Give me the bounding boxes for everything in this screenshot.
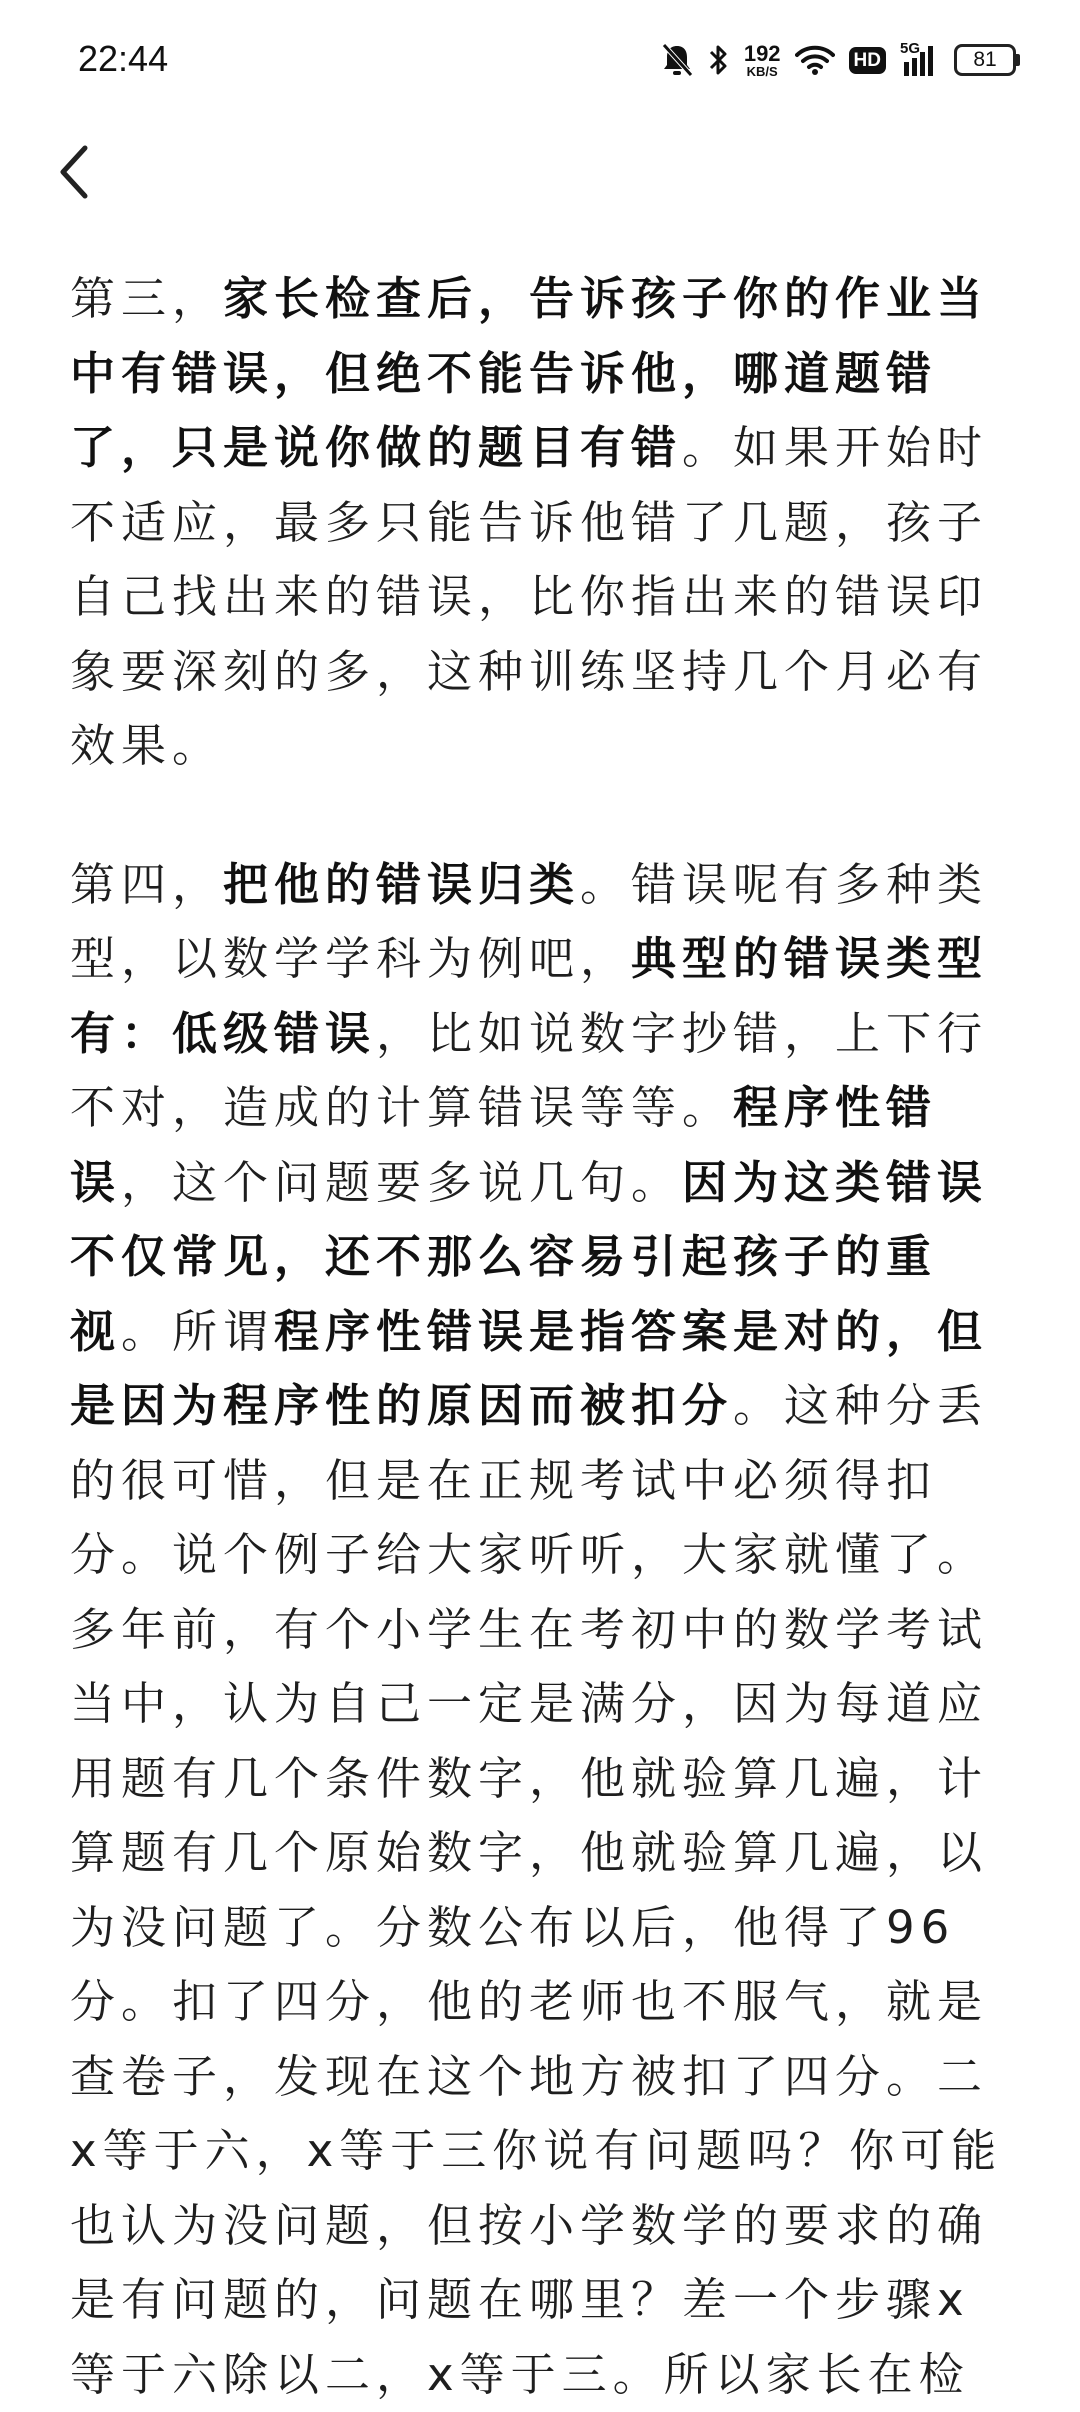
body-text: 第四， <box>70 857 224 911</box>
status-icons <box>660 36 1020 84</box>
network-type-label: 5G <box>900 40 921 57</box>
body-text: 第三， <box>70 272 224 325</box>
emphasized-text: 家长检查后，告诉孩子你的作业当中有错误，但绝不能告诉他，哪道题错了，只是说你做的题目有错 <box>70 272 989 474</box>
hd-badge: HD <box>849 47 886 74</box>
body-text: 。这种分丢的很可惜，但是在正规考试中必须得扣分。说个例子给大家听听，大家就懂了。多年前，有个小学生在考初中的数学考试当中，认为自己一定是满分，因为每道应用题有几个条件数字，他就验算几遍，计算题有几个原始数字，他就验算几遍，以为没问题了。分数公布以后，他得了96分。扣了四分，他的老师也不服气，就是查卷子，发现在这个地方被扣了四分。二x等于六，x等于三你说有问题吗？你可能也认为没问题，但按小学数学的要求的确是有问题的，问题在哪里？差一个步骤x等于六除以二，x等于三。所以家长在检 <box>70 1379 1003 2401</box>
chevron-left-icon <box>57 144 91 200</box>
status-time: 22:44 <box>78 38 169 79</box>
speed-value: 192 <box>743 40 781 66</box>
wifi-icon <box>795 44 835 76</box>
speed-unit: KB/S <box>746 63 778 79</box>
paragraph-4 <box>70 848 1015 2412</box>
paragraph-3 <box>70 262 1015 784</box>
emphasized-text: 典型的错误类型有：低级错误 <box>70 932 989 1060</box>
emphasized-text: 因为这类错误不仅常见，还不那么容易引起孩子的重视 <box>70 1155 989 1358</box>
emphasized-text: 程序性错误是指答案是对的，但是因为程序性的原因而被扣分 <box>70 1304 989 1432</box>
back-button[interactable] <box>44 138 104 206</box>
status-bar <box>0 0 1080 120</box>
emphasized-text: 把他的错误归类 <box>223 857 581 911</box>
emphasized-text: 程序性错误 <box>70 1081 938 1209</box>
mute-bell-icon <box>660 42 694 78</box>
article-body <box>70 262 1015 2412</box>
signal-icon <box>900 42 940 78</box>
body-text: ，这个问题要多说几句。 <box>121 1155 683 1209</box>
battery-tip <box>1016 54 1020 66</box>
battery-level: 81 <box>954 44 1016 76</box>
battery-icon <box>954 44 1020 76</box>
bluetooth-icon <box>708 42 730 78</box>
network-speed <box>743 40 781 79</box>
body-text: 。错误呢有多种类型，以数学学科为例吧， <box>70 857 989 985</box>
body-text: 。如果开始时不适应，最多只能告诉他错了几题，孩子自己找出来的错误，比你指出来的错误印象要深刻的多，这种训练坚持几个月必有效果。 <box>70 421 989 772</box>
body-text: 。所谓 <box>121 1304 275 1358</box>
body-text: ，比如说数字抄错，上下行不对，造成的计算错误等等。 <box>70 1006 989 1134</box>
